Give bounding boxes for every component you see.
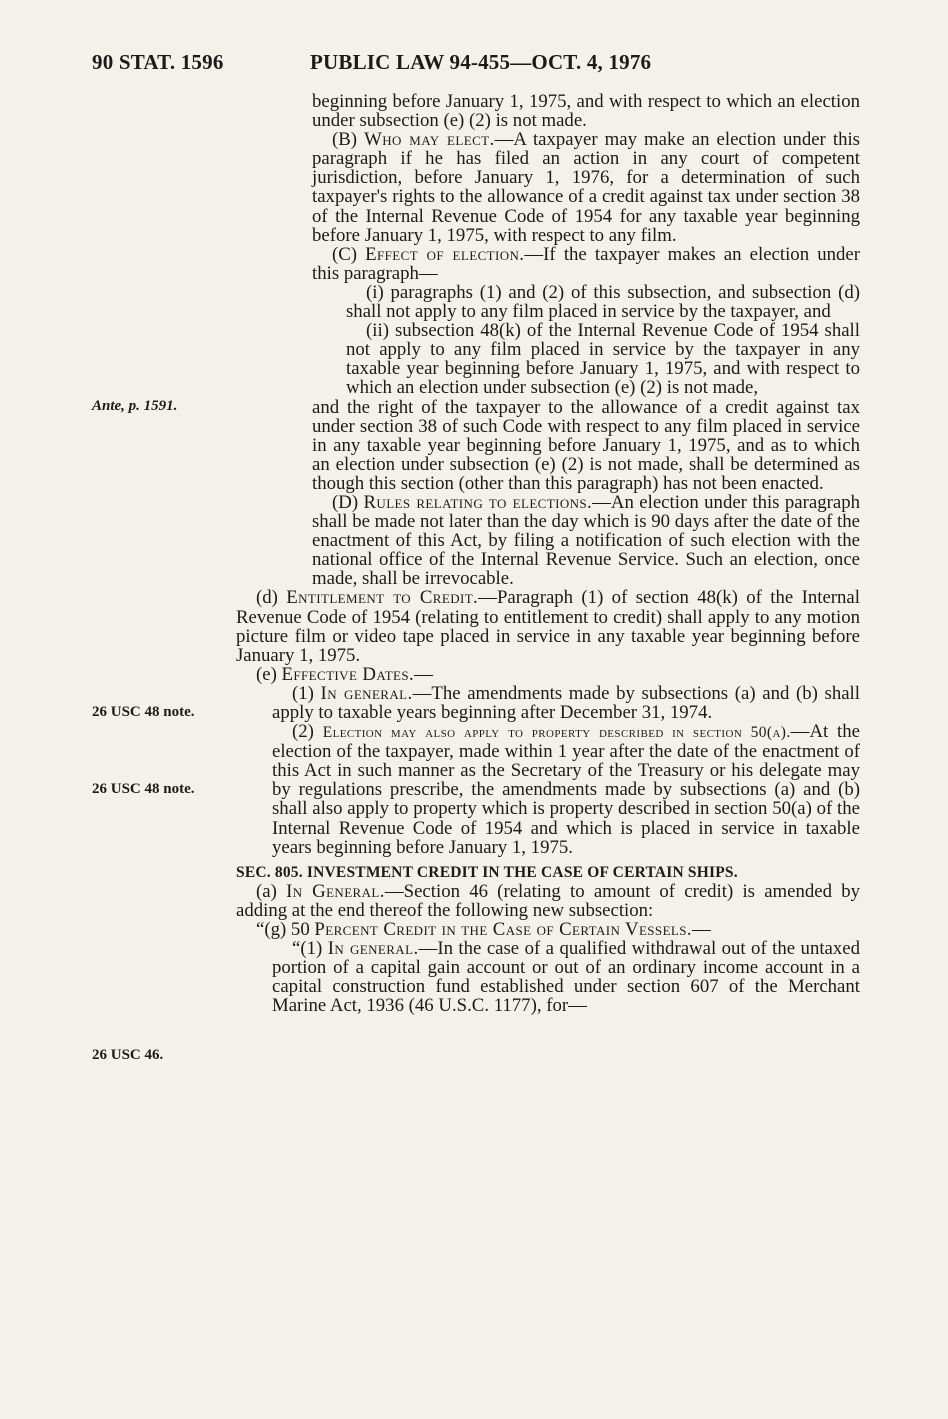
eff2-heading: Election may also apply to property described in section 50(a).: [322, 724, 791, 742]
paragraph-intro: beginning before January 1, 1975, and with respect to which an election under subsection (e) (2) is not made.: [312, 91, 860, 132]
b-heading: Who may elect.: [364, 129, 495, 151]
d-heading: Rules relating to elections.: [363, 491, 593, 513]
entitle-label: (d): [256, 587, 287, 609]
paragraph-in-general: [236, 882, 860, 920]
paragraph-c-effect-of-election: [312, 245, 860, 283]
document-body: [0, 92, 948, 1016]
c-heading: Effect of election.: [365, 243, 525, 265]
g1-text: —In the case of a qualified withdrawal out of the untaxed portion of a capital gain account or out of an ordinary income account in a capital construction fund established under section 607 of the Merchant Marine Act, 1936 (46 U.S.C. 1177), for—: [272, 938, 861, 1017]
paragraph-eff-1: [272, 684, 860, 722]
entitle-text: —Paragraph (1) of section 48(k) of the Internal Revenue Code of 1954 (relating to entitlement to credit) shall apply to any motion picture film or video tape placed in service in any taxable year beginning before January 1, 1975.: [236, 587, 860, 666]
b-text: —A taxpayer may make an election under this paragraph if he has filed an action in any court of competent jurisdiction, before January 1, 1976, for a determination of such taxpayer's rights to the allowance of a credit against tax under section 38 of the Internal Revenue Code of 1954 for any taxable year beginning before January 1, 1975, with respect to any film.: [312, 129, 860, 246]
paragraph-g-vessels: [236, 920, 860, 939]
gen-label: (a): [256, 880, 287, 902]
g1-label: “(1): [292, 938, 328, 960]
gen-text: —Section 46 (relating to amount of credit) is amended by adding at the end thereof the following new subsection:: [236, 880, 860, 921]
g-text: —: [691, 919, 711, 941]
page-stat-number: 90 STAT. 1596: [92, 50, 224, 74]
margin-note-usc-46: 26 USC 46.: [92, 1047, 164, 1063]
eff-text: —: [414, 663, 433, 685]
d-text: —An election under this paragraph shall be made not later than the day which is 90 days after the date of the enactment of this Act, by filing a notification of such election with the national office of the Internal Revenue Service. Such an election, once made, shall be irrevocable.: [312, 491, 860, 590]
g1-heading: In general.: [327, 938, 419, 960]
paragraph-effective-dates: [236, 665, 860, 684]
c-label: (C): [332, 243, 366, 265]
d-label: (D): [332, 491, 364, 513]
paragraph-entitlement: [236, 588, 860, 664]
paragraph-d-rules: [312, 493, 860, 588]
paragraph-eff-2: [272, 722, 860, 857]
eff1-text: —The amendments made by subsections (a) and (b) shall apply to taxable years beginning after December 31, 1974.: [272, 682, 860, 723]
margin-note-usc-48-note-1: 26 USC 48 note.: [92, 704, 195, 720]
margin-note-usc-48-note-2: 26 USC 48 note.: [92, 781, 195, 797]
margin-note-ante: Ante, p. 1591.: [92, 398, 178, 414]
eff-heading: Effective Dates.: [281, 663, 415, 685]
eff1-heading: In general.: [320, 682, 413, 704]
paragraph-b-who-may-elect: [312, 130, 860, 245]
g-label: “(g) 50: [256, 919, 315, 941]
paragraph-c-tail: and the right of the taxpayer to the allowance of a credit against tax under section 38 of such Code with respect to any film placed in service in any taxable year beginning before January 1, 1975, and as to which an election under subsection (e) (2) is not made, shall be determined as though this section (other than this paragraph) has not been enacted.: [312, 396, 860, 494]
b-label: (B): [332, 129, 365, 151]
eff1-label: (1): [292, 682, 321, 704]
g-heading: Percent Credit in the Case of Certain Vessels.: [314, 919, 692, 941]
entitle-heading: Entitlement to Credit.: [286, 587, 479, 609]
clause-c-i: (i) paragraphs (1) and (2) of this subsection, and subsection (d) shall not apply to any film placed in service by the taxpayer, and: [346, 281, 860, 323]
c-text: —If the taxpayer makes an election under this paragraph—: [312, 243, 860, 284]
section-805-heading: SEC. 805. INVESTMENT CREDIT IN THE CASE OF CERTAIN SHIPS.: [236, 863, 738, 881]
eff2-text: —At the election of the taxpayer, made within 1 year after the date of the enactment of this Act in such manner as the Secretary of the Treasury or his delegate may by regulations prescribe, the amendments made by subsections (a) and (b) shall also apply to property which is property described in section 50(a) of the Internal Revenue Code of 1954 and which is placed in service in taxable years beginning before January 1, 1975.: [272, 721, 861, 858]
gen-heading: In General.: [286, 880, 385, 902]
clause-c-ii: (ii) subsection 48(k) of the Internal Revenue Code of 1954 shall not apply to any film placed in service by the taxpayer in any taxable year beginning before January 1, 1975, and with respect to which an election under subsection (e) (2) is not made,: [346, 320, 860, 399]
paragraph-g1: [272, 939, 860, 1015]
page-header-law: PUBLIC LAW 94-455—OCT. 4, 1976: [310, 50, 652, 74]
eff-label: (e): [256, 663, 282, 685]
eff2-label: (2): [292, 721, 323, 743]
